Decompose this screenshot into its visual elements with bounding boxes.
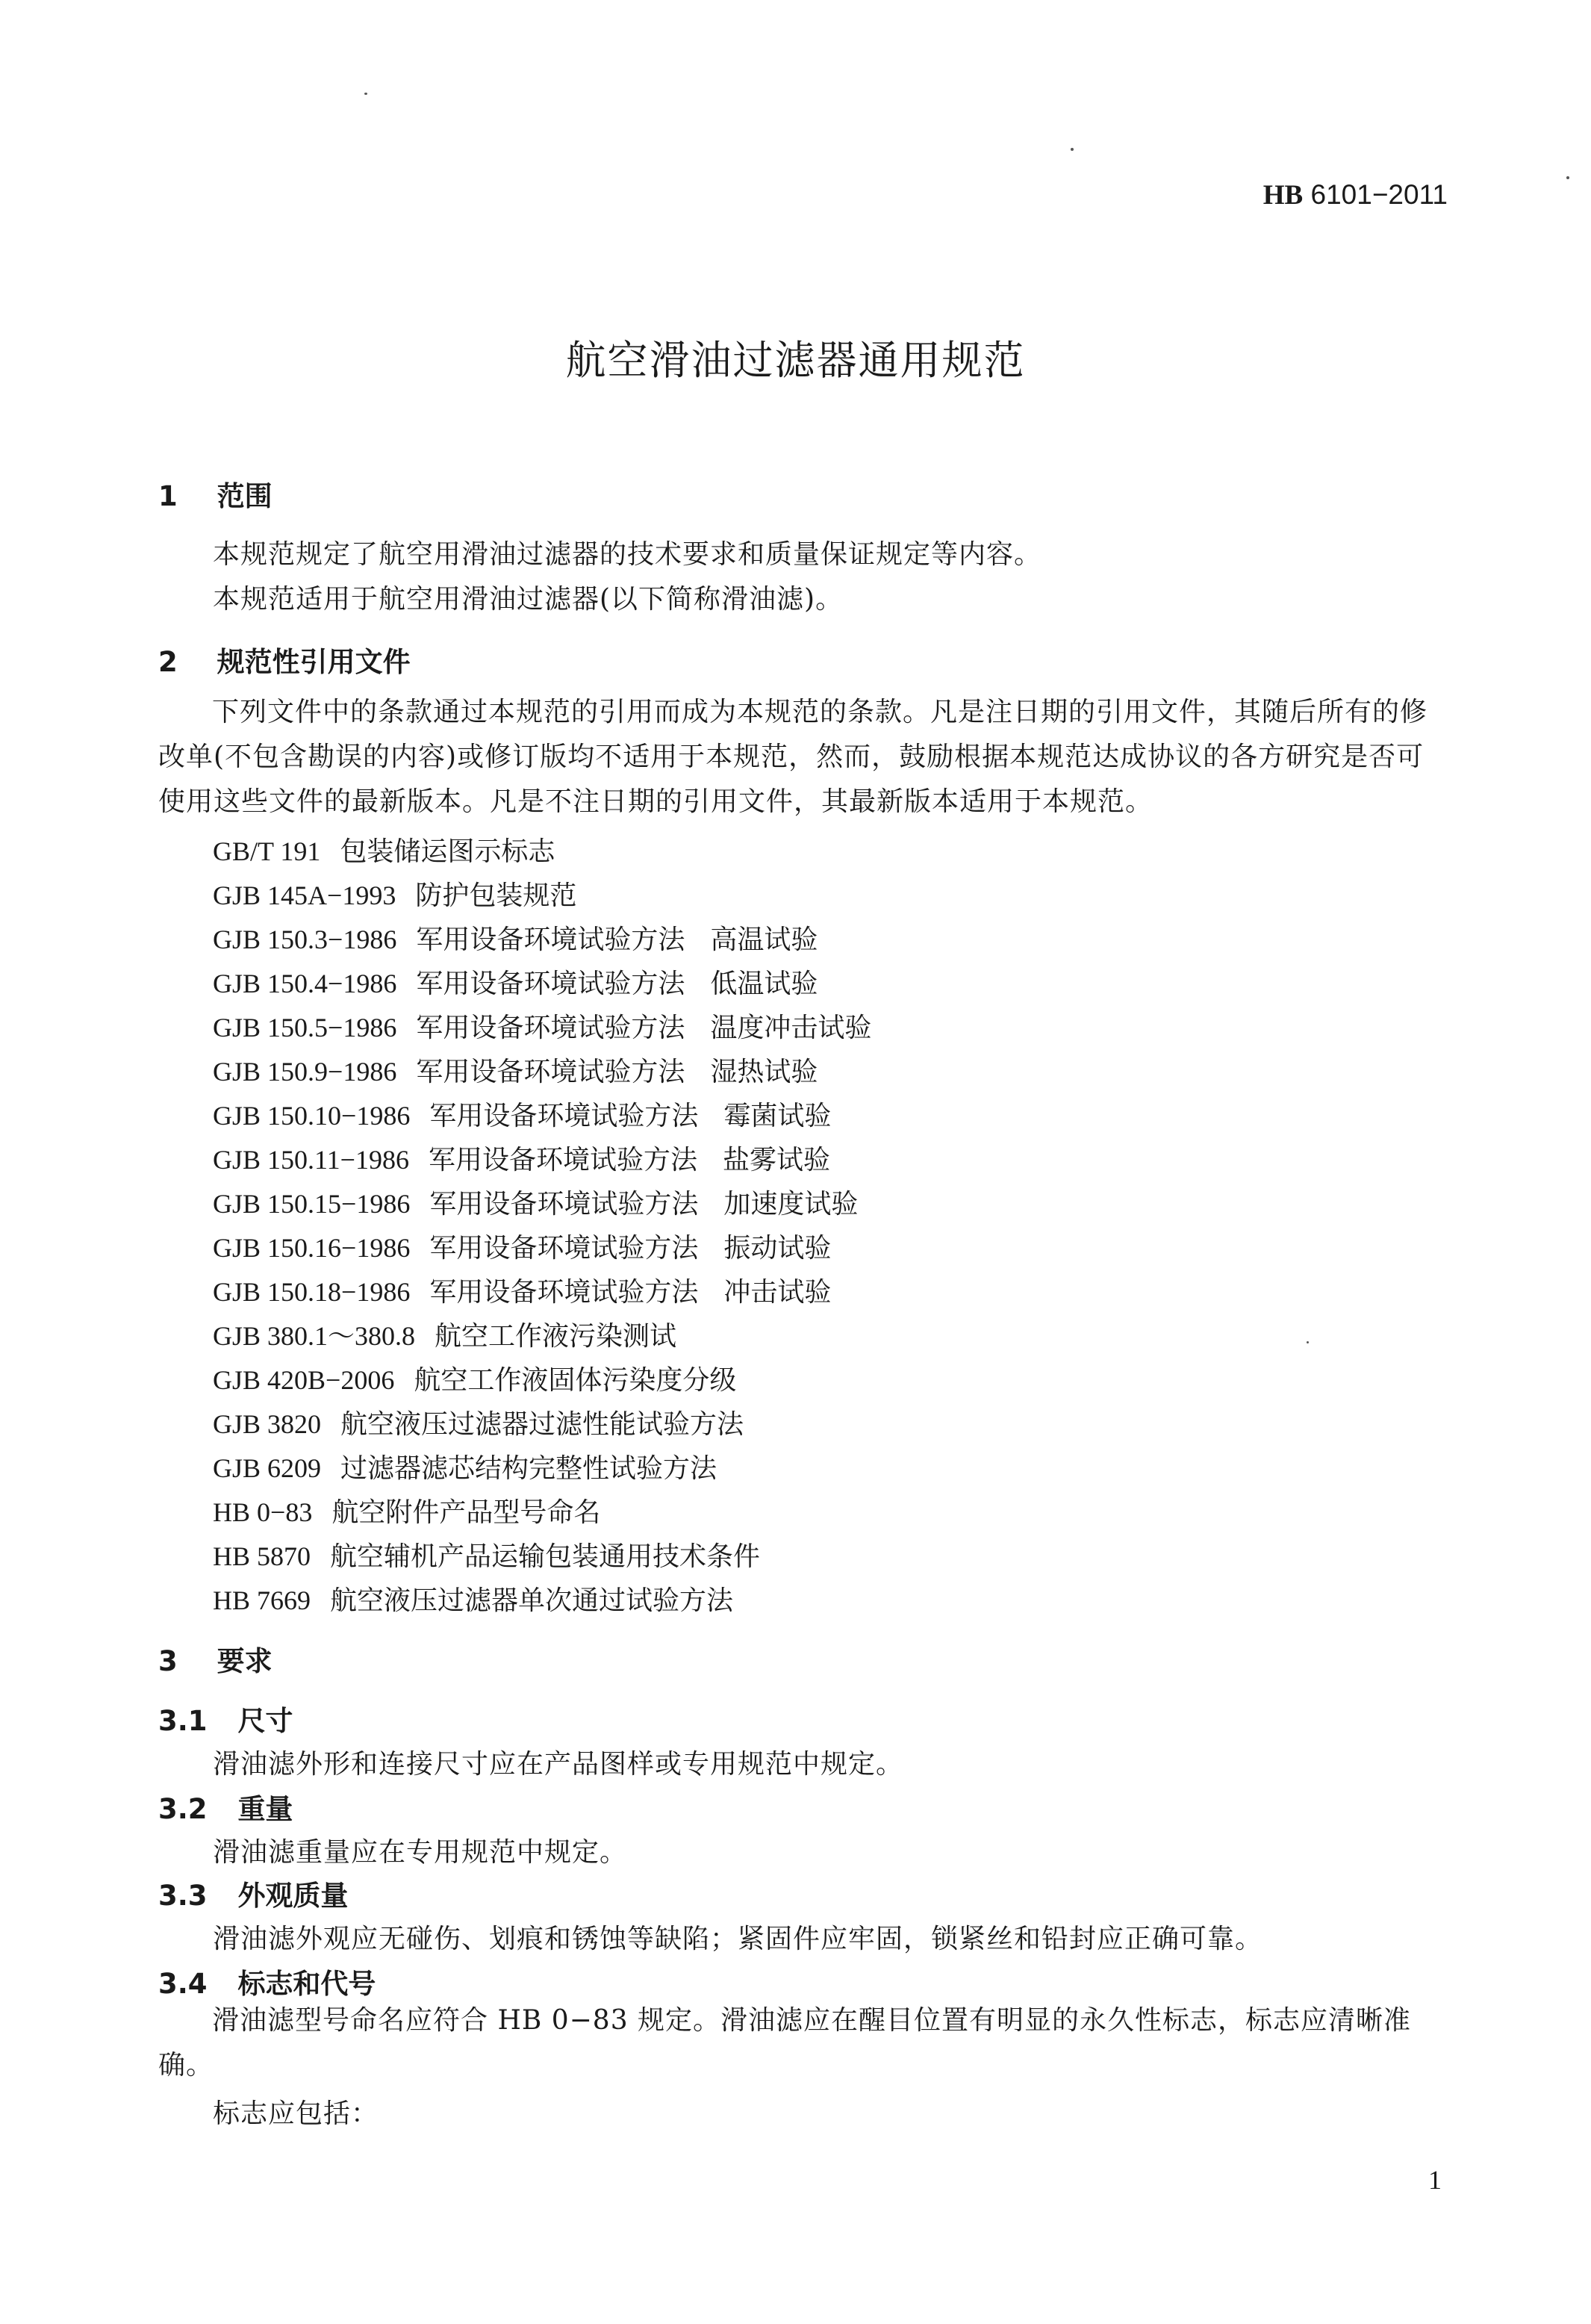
section-1-heading [158,473,273,514]
reference-title: 军用设备环境试验方法 [416,1013,685,1043]
reference-code: GJB 150.9−1986 [213,1057,397,1087]
section-number: 2 [158,646,178,678]
subsection-3-3-heading [158,1873,348,1913]
paragraph: 滑油滤外形和连接尺寸应在产品图样或专用规范中规定。 [213,1749,904,1780]
reference-item [213,1271,831,1309]
reference-code: GJB 150.16−1986 [213,1233,411,1263]
reference-item [213,1095,831,1133]
reference-subtitle: 振动试验 [723,1233,832,1264]
reference-code: GJB 150.4−1986 [213,969,397,998]
reference-title: 航空液压过滤器过滤性能试验方法 [340,1409,744,1440]
reference-subtitle: 低温试验 [710,969,818,999]
scan-speck [1307,1341,1309,1343]
reference-code: GJB 150.11−1986 [213,1145,409,1175]
section-3-heading [158,1638,273,1679]
reference-title: 军用设备环境试验方法 [416,925,685,955]
reference-code: GJB 420B−2006 [213,1365,395,1395]
reference-title: 航空辅机产品运输包装通用技术条件 [330,1541,761,1572]
scan-speck [1566,176,1569,179]
reference-title: 航空工作液固体污染度分级 [414,1365,737,1396]
reference-subtitle: 霉菌试验 [723,1101,832,1131]
reference-item [213,1139,830,1177]
standard-prefix: HB [1262,180,1304,211]
subsection-number: 3.3 [158,1880,208,1912]
section-title: 规范性引用文件 [217,646,411,678]
reference-item [213,1315,676,1353]
reference-title: 航空工作液污染测试 [435,1321,677,1352]
section-title: 范围 [217,480,273,512]
subsection-3-2-heading [158,1786,293,1827]
reference-title: 航空液压过滤器单次通过试验方法 [330,1585,734,1616]
scan-speck [364,93,367,95]
subsection-title: 重量 [237,1793,293,1825]
section-2-heading [158,639,411,680]
paragraph: 本规范规定了航空用滑油过滤器的技术要求和质量保证规定等内容。 [213,539,1042,570]
reference-title: 军用设备环境试验方法 [429,1101,699,1131]
reference-item [213,830,555,869]
reference-item [213,1227,831,1265]
reference-title: 过滤器滤芯结构完整性试验方法 [340,1453,717,1484]
intro-paragraph: 下列文件中的条款通过本规范的引用而成为本规范的条款。凡是注日期的引用文件，其随后所有的修改单(不包含勘误的内容)或修订版均不适用于本规范，然而，鼓励根据本规范达成协议的各方研究是否可使用这些文件的最新版本。凡是不注日期的引用文件，其最新版本适用于本规范。 [158,697,1428,817]
reference-code: GJB 150.15−1986 [213,1189,411,1219]
reference-title: 军用设备环境试验方法 [429,1145,698,1175]
reference-item [213,963,818,1001]
reference-subtitle: 高温试验 [710,925,818,955]
subsection-number: 3.2 [158,1793,208,1825]
reference-item [213,1535,760,1573]
reference-item [213,1491,600,1529]
reference-title: 防护包装规范 [415,880,577,911]
reference-item [213,1051,818,1089]
paragraph: 标志应包括： [213,2098,379,2129]
section-number: 1 [158,480,178,512]
reference-code: GJB 145A−1993 [213,880,396,910]
reference-item [213,874,576,913]
paragraph: 滑油滤型号命名应符合 HB 0−83 规定。滑油滤应在醒目位置有明显的永久性标志，标志应清晰准确。 [158,2005,1412,2081]
reference-title: 军用设备环境试验方法 [429,1233,699,1264]
reference-item [213,1183,858,1221]
paragraph: 本规范适用于航空用滑油过滤器(以下简称滑油滤)。 [213,584,844,615]
reference-code: GJB 380.1～380.8 [213,1321,416,1351]
reference-code: GJB 3820 [213,1409,322,1439]
section-title: 要求 [217,1645,273,1677]
reference-title: 军用设备环境试验方法 [416,1057,685,1087]
reference-subtitle: 冲击试验 [723,1277,832,1308]
reference-code: HB 5870 [213,1541,311,1571]
standard-number [1263,179,1448,211]
section-number: 3 [158,1645,178,1677]
reference-code: GJB 150.3−1986 [213,925,397,954]
subsection-3-1-heading [158,1698,293,1739]
reference-title: 航空附件产品型号命名 [331,1497,601,1528]
reference-title: 包装储运图示标志 [340,836,555,867]
subsection-title: 标志和代号 [237,1968,376,2000]
reference-item [213,1447,717,1485]
reference-item [213,1579,733,1618]
subsection-number: 3.1 [158,1705,208,1737]
reference-subtitle: 盐雾试验 [723,1145,831,1175]
document-title: 航空滑油过滤器通用规范 [565,337,1026,384]
standard-code: 6101−2011 [1310,179,1448,210]
reference-item [213,1359,736,1397]
subsection-title: 外观质量 [237,1880,349,1912]
paragraph: 滑油滤重量应在专用规范中规定。 [213,1837,628,1868]
reference-code: GJB 150.18−1986 [213,1277,411,1307]
reference-title: 军用设备环境试验方法 [429,1277,699,1308]
paragraph: 滑油滤外观应无碰伤、划痕和锈蚀等缺陷；紧固件应牢固，锁紧丝和铅封应正确可靠。 [213,1924,1263,1954]
reference-subtitle: 湿热试验 [710,1057,818,1087]
scan-speck [1071,148,1074,151]
reference-item [213,919,818,957]
reference-code: GJB 150.5−1986 [213,1013,397,1043]
reference-code: HB 0−83 [213,1497,313,1527]
reference-code: GB/T 191 [213,836,321,866]
reference-code: GJB 150.10−1986 [213,1101,411,1131]
subsection-number: 3.4 [158,1968,208,2000]
reference-title: 军用设备环境试验方法 [416,969,685,999]
reference-subtitle: 加速度试验 [723,1189,859,1220]
reference-subtitle: 温度冲击试验 [710,1013,872,1043]
reference-title: 军用设备环境试验方法 [429,1189,699,1220]
subsection-3-4-heading [158,1961,376,2001]
reference-code: HB 7669 [213,1585,311,1615]
reference-item [213,1007,871,1045]
reference-code: GJB 6209 [213,1453,322,1483]
subsection-title: 尺寸 [237,1705,293,1737]
reference-item [213,1403,744,1441]
page-number: 1 [1428,2165,1442,2195]
